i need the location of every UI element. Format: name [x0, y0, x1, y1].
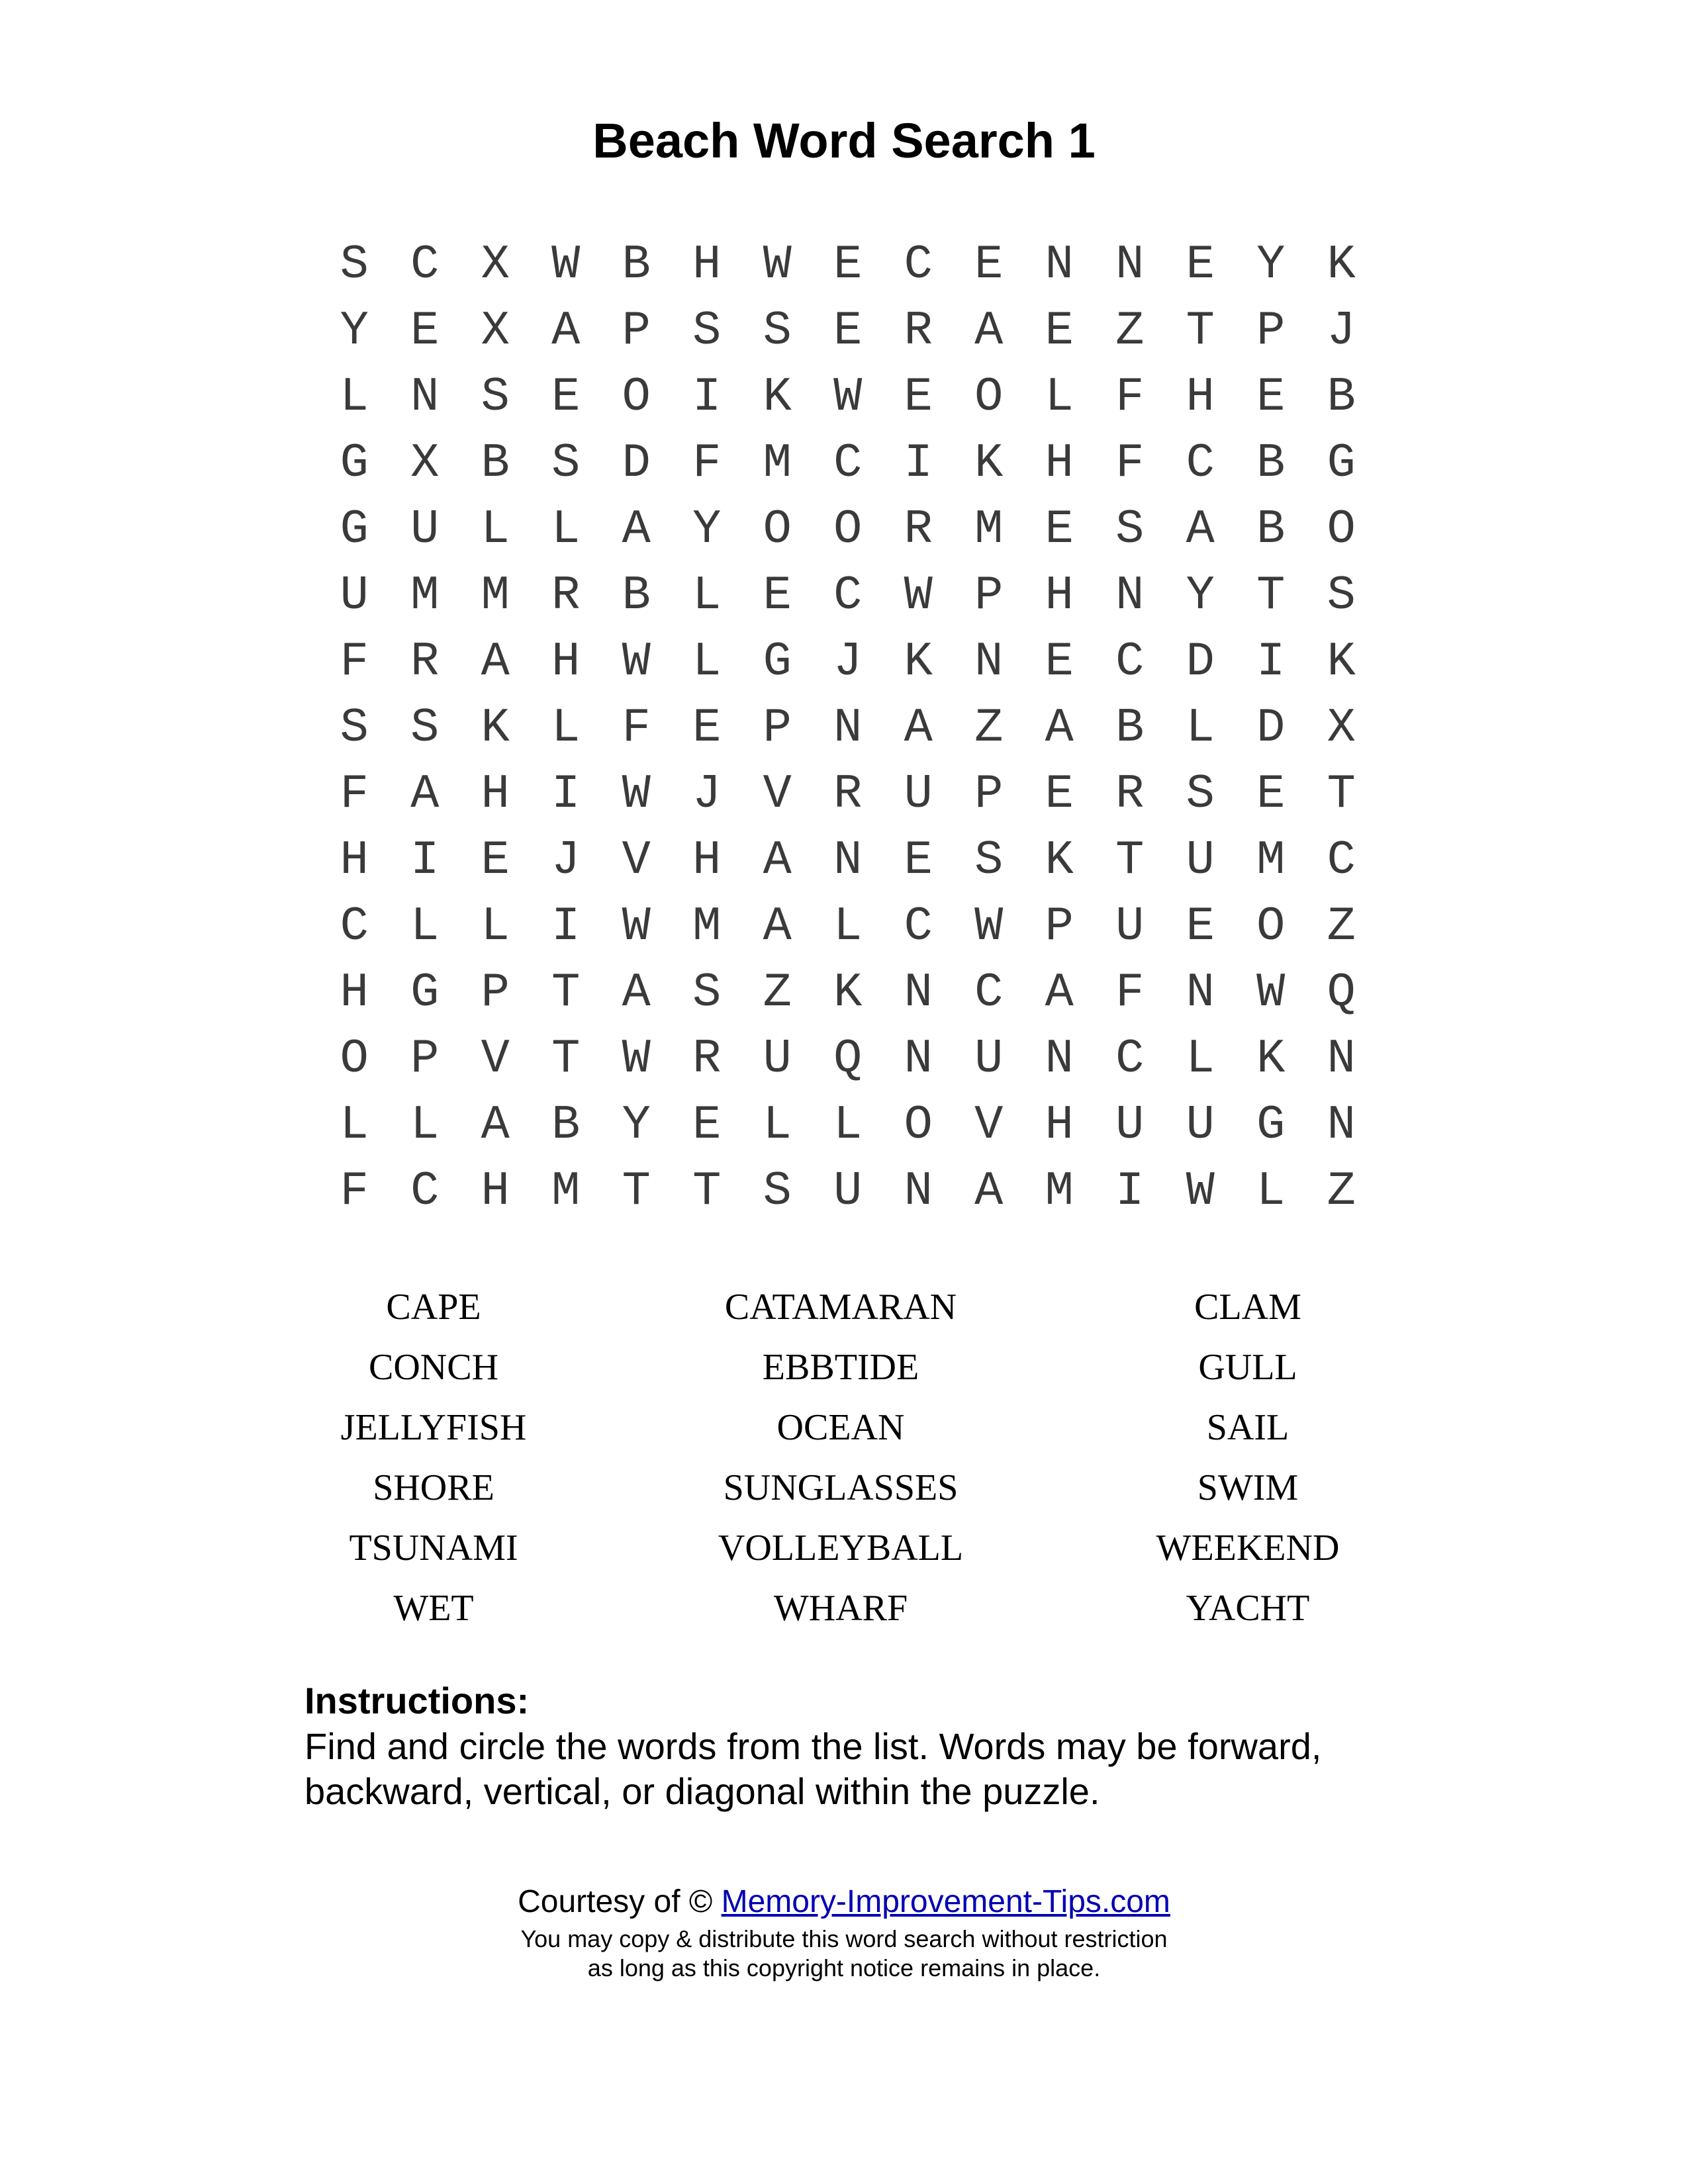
grid-letter: G [1327, 436, 1356, 490]
grid-letter: X [410, 436, 440, 490]
grid-letter: C [410, 1164, 440, 1218]
grid-letter: N [833, 833, 863, 887]
grid-letter: U [904, 767, 933, 821]
grid-letter: K [1327, 635, 1356, 689]
grid-letter: A [622, 502, 651, 557]
grid-letter: R [904, 502, 933, 557]
grid-letter: Q [833, 1032, 863, 1086]
word-list-item: WEEKEND [1156, 1527, 1340, 1569]
grid-letter: X [481, 304, 510, 358]
grid-letter: K [1256, 1032, 1286, 1086]
grid-letter: R [692, 1032, 722, 1086]
grid-letter: I [551, 899, 581, 954]
grid-letter: N [833, 701, 863, 755]
grid-letter: P [410, 1032, 440, 1086]
grid-letter: N [1327, 1032, 1356, 1086]
grid-letter: A [904, 701, 933, 755]
grid-letter: B [481, 436, 510, 490]
grid-letter: S [340, 701, 369, 755]
instructions-heading: Instructions: [305, 1680, 530, 1721]
grid-letter: C [833, 436, 863, 490]
word-list-item: TSUNAMI [349, 1527, 518, 1569]
letter-grid [319, 232, 1377, 1224]
grid-letter: Y [1256, 238, 1286, 292]
grid-letter: C [1327, 833, 1356, 887]
grid-letter: L [833, 1098, 863, 1152]
grid-letter: S [1115, 502, 1145, 557]
grid-letter: I [1256, 635, 1286, 689]
copyright-notice-line-2: as long as this copyright notice remains in place. [587, 1954, 1101, 1981]
grid-letter: X [1327, 701, 1356, 755]
grid-letter: H [1045, 1098, 1074, 1152]
grid-letter: K [1045, 833, 1074, 887]
grid-letter: B [1256, 436, 1286, 490]
grid-letter: K [763, 370, 792, 424]
grid-letter: S [1327, 569, 1356, 623]
grid-letter: O [974, 370, 1004, 424]
grid-letter: I [904, 436, 933, 490]
grid-letter: O [622, 370, 651, 424]
grid-letter: H [551, 635, 581, 689]
grid-letter: P [481, 966, 510, 1020]
word-list-item: JELLYFISH [340, 1407, 527, 1448]
grid-letter: M [1045, 1164, 1074, 1218]
grid-letter: R [833, 767, 863, 821]
grid-letter: H [1045, 436, 1074, 490]
grid-letter: V [763, 767, 792, 821]
word-list-item: VOLLEYBALL [718, 1527, 964, 1569]
grid-letter: S [410, 701, 440, 755]
grid-letter: H [1186, 370, 1215, 424]
word-list-item: CLAM [1194, 1287, 1301, 1328]
grid-letter: K [1327, 238, 1356, 292]
grid-letter: E [974, 238, 1004, 292]
grid-letter: L [1186, 701, 1215, 755]
grid-letter: R [551, 569, 581, 623]
grid-letter: Z [1327, 899, 1356, 954]
grid-letter: A [622, 966, 651, 1020]
word-list-item: CATAMARAN [724, 1287, 957, 1328]
grid-letter: N [1186, 966, 1215, 1020]
grid-letter: J [833, 635, 863, 689]
grid-letter: E [1045, 502, 1074, 557]
grid-letter: M [763, 436, 792, 490]
word-list-item: YACHT [1186, 1588, 1310, 1629]
instructions-line-1: Find and circle the words from the list. Words may be forward, [305, 1725, 1322, 1767]
grid-letter: P [622, 304, 651, 358]
grid-letter: S [692, 304, 722, 358]
grid-letter: L [481, 502, 510, 557]
grid-letter: G [340, 502, 369, 557]
grid-letter: I [692, 370, 722, 424]
grid-letter: L [763, 1098, 792, 1152]
grid-letter: F [340, 1164, 369, 1218]
grid-letter: I [551, 767, 581, 821]
grid-letter: E [1186, 238, 1215, 292]
word-list-item: OCEAN [776, 1407, 905, 1448]
grid-letter: M [551, 1164, 581, 1218]
grid-letter: A [1186, 502, 1215, 557]
grid-letter: E [551, 370, 581, 424]
grid-letter: E [763, 569, 792, 623]
grid-letter: N [904, 1032, 933, 1086]
grid-letter: B [1256, 502, 1286, 557]
grid-letter: S [763, 304, 792, 358]
grid-letter: O [833, 502, 863, 557]
grid-letter: L [340, 370, 369, 424]
grid-letter: G [1256, 1098, 1286, 1152]
grid-letter: V [622, 833, 651, 887]
page-title: Beach Word Search 1 [592, 113, 1096, 168]
grid-letter: L [551, 502, 581, 557]
grid-letter: E [1045, 635, 1074, 689]
grid-letter: N [974, 635, 1004, 689]
site-link[interactable]: Memory-Improvement-Tips.com [721, 1884, 1170, 1919]
grid-letter: L [1045, 370, 1074, 424]
grid-letter: W [622, 899, 651, 954]
grid-letter: M [974, 502, 1004, 557]
copyright-notice-line-1: You may copy & distribute this word search without restriction [520, 1925, 1168, 1952]
grid-letter: U [1186, 833, 1215, 887]
grid-letter: T [1186, 304, 1215, 358]
grid-letter: W [551, 238, 581, 292]
grid-letter: F [340, 767, 369, 821]
word-list-item: CONCH [368, 1347, 499, 1388]
grid-letter: P [763, 701, 792, 755]
grid-letter: N [1115, 569, 1145, 623]
grid-letter: K [904, 635, 933, 689]
grid-letter: J [1327, 304, 1356, 358]
grid-letter: V [481, 1032, 510, 1086]
grid-letter: F [1115, 370, 1145, 424]
grid-letter: U [974, 1032, 1004, 1086]
grid-letter: N [1045, 1032, 1074, 1086]
grid-letter: K [481, 701, 510, 755]
grid-letter: E [1045, 304, 1074, 358]
grid-letter: M [410, 569, 440, 623]
grid-letter: H [692, 238, 722, 292]
grid-letter: E [481, 833, 510, 887]
grid-letter: E [1256, 767, 1286, 821]
word-list-item: SHORE [373, 1467, 494, 1508]
grid-letter: H [340, 833, 369, 887]
grid-letter: A [481, 1098, 510, 1152]
grid-letter: T [1256, 569, 1286, 623]
grid-letter: L [692, 635, 722, 689]
grid-letter: S [340, 238, 369, 292]
grid-letter: L [481, 899, 510, 954]
grid-letter: U [1186, 1098, 1215, 1152]
grid-letter: Y [340, 304, 369, 358]
grid-letter: B [1115, 701, 1145, 755]
grid-letter: E [692, 1098, 722, 1152]
grid-letter: F [1115, 436, 1145, 490]
grid-letter: U [410, 502, 440, 557]
grid-letter: C [410, 238, 440, 292]
grid-letter: G [763, 635, 792, 689]
grid-letter: N [410, 370, 440, 424]
grid-letter: Z [1115, 304, 1145, 358]
grid-letter: T [551, 966, 581, 1020]
grid-letter: U [763, 1032, 792, 1086]
grid-letter: O [1327, 502, 1356, 557]
grid-letter: G [340, 436, 369, 490]
grid-letter: C [904, 238, 933, 292]
grid-letter: C [1115, 635, 1145, 689]
grid-letter: D [622, 436, 651, 490]
grid-letter: U [340, 569, 369, 623]
grid-letter: L [551, 701, 581, 755]
grid-letter: A [1045, 966, 1074, 1020]
grid-letter: J [692, 767, 722, 821]
grid-letter: O [763, 502, 792, 557]
grid-letter: O [340, 1032, 369, 1086]
grid-letter: E [1045, 767, 1074, 821]
grid-letter: U [1115, 899, 1145, 954]
grid-letter: L [340, 1098, 369, 1152]
grid-letter: E [833, 238, 863, 292]
grid-letter: L [1186, 1032, 1215, 1086]
grid-letter: B [622, 569, 651, 623]
grid-letter: H [692, 833, 722, 887]
grid-letter: F [340, 635, 369, 689]
grid-letter: Z [763, 966, 792, 1020]
grid-letter: M [481, 569, 510, 623]
grid-letter: B [551, 1098, 581, 1152]
grid-letter: W [833, 370, 863, 424]
grid-letter: B [1327, 370, 1356, 424]
grid-letter: E [410, 304, 440, 358]
grid-letter: A [551, 304, 581, 358]
grid-letter: S [551, 436, 581, 490]
grid-letter: T [692, 1164, 722, 1218]
grid-letter: L [410, 1098, 440, 1152]
grid-letter: A [974, 304, 1004, 358]
grid-letter: D [1186, 635, 1215, 689]
word-list-item: EBBTIDE [762, 1347, 919, 1388]
grid-letter: A [410, 767, 440, 821]
grid-letter: A [763, 899, 792, 954]
word-list-item: WHARF [773, 1588, 908, 1629]
grid-letter: Z [1327, 1164, 1356, 1218]
instructions-text [305, 1724, 1430, 1814]
grid-letter: D [1256, 701, 1286, 755]
courtesy-line [0, 1881, 1688, 1923]
grid-letter: E [904, 370, 933, 424]
grid-letter: M [1256, 833, 1286, 887]
grid-letter: P [974, 767, 1004, 821]
grid-letter: E [904, 833, 933, 887]
grid-letter: W [1186, 1164, 1215, 1218]
word-list-item: SAIL [1206, 1407, 1289, 1448]
grid-letter: N [1327, 1098, 1356, 1152]
grid-letter: X [481, 238, 510, 292]
grid-letter: E [833, 304, 863, 358]
grid-letter: W [974, 899, 1004, 954]
grid-letter: S [974, 833, 1004, 887]
grid-letter: H [1045, 569, 1074, 623]
word-list [291, 1277, 1483, 1639]
grid-letter: A [481, 635, 510, 689]
word-list-item: GULL [1198, 1347, 1297, 1388]
grid-letter: C [974, 966, 1004, 1020]
grid-letter: Q [1327, 966, 1356, 1020]
grid-letter: T [622, 1164, 651, 1218]
grid-letter: H [481, 767, 510, 821]
grid-letter: E [692, 701, 722, 755]
grid-letter: N [904, 966, 933, 1020]
grid-letter: F [1115, 966, 1145, 1020]
grid-letter: S [1186, 767, 1215, 821]
grid-letter: T [551, 1032, 581, 1086]
grid-letter: H [481, 1164, 510, 1218]
grid-letter: E [1186, 899, 1215, 954]
grid-letter: Y [622, 1098, 651, 1152]
grid-letter: S [481, 370, 510, 424]
grid-letter: P [1045, 899, 1074, 954]
grid-letter: O [904, 1098, 933, 1152]
grid-letter: S [692, 966, 722, 1020]
grid-letter: L [1256, 1164, 1286, 1218]
grid-letter: R [410, 635, 440, 689]
grid-letter: T [1115, 833, 1145, 887]
grid-letter: W [763, 238, 792, 292]
grid-letter: P [974, 569, 1004, 623]
grid-letter: E [1256, 370, 1286, 424]
grid-letter: Y [1186, 569, 1215, 623]
grid-letter: C [904, 899, 933, 954]
grid-letter: C [1115, 1032, 1145, 1086]
grid-letter: V [974, 1098, 1004, 1152]
courtesy-prefix: Courtesy of © [518, 1884, 713, 1919]
grid-letter: L [833, 899, 863, 954]
grid-letter: R [904, 304, 933, 358]
grid-letter: C [340, 899, 369, 954]
grid-letter: C [1186, 436, 1215, 490]
word-list-item: SWIM [1197, 1467, 1299, 1508]
grid-letter: G [410, 966, 440, 1020]
grid-letter: B [622, 238, 651, 292]
grid-letter: A [1045, 701, 1074, 755]
grid-letter: N [1045, 238, 1074, 292]
grid-letter: H [340, 966, 369, 1020]
grid-letter: I [410, 833, 440, 887]
grid-letter: K [974, 436, 1004, 490]
grid-letter: Z [974, 701, 1004, 755]
grid-letter: K [833, 966, 863, 1020]
grid-letter: S [763, 1164, 792, 1218]
grid-letter: W [904, 569, 933, 623]
grid-letter: C [833, 569, 863, 623]
grid-letter: T [1327, 767, 1356, 821]
grid-letter: L [410, 899, 440, 954]
grid-letter: U [1115, 1098, 1145, 1152]
grid-letter: W [1256, 966, 1286, 1020]
grid-letter: A [974, 1164, 1004, 1218]
grid-letter: W [622, 1032, 651, 1086]
grid-letter: W [622, 767, 651, 821]
grid-letter: I [1115, 1164, 1145, 1218]
grid-letter: F [622, 701, 651, 755]
grid-letter: O [1256, 899, 1286, 954]
grid-letter: M [692, 899, 722, 954]
grid-letter: R [1115, 767, 1145, 821]
grid-letter: A [763, 833, 792, 887]
word-list-item: CAPE [386, 1287, 481, 1328]
grid-letter: N [904, 1164, 933, 1218]
grid-letter: P [1256, 304, 1286, 358]
word-list-item: SUNGLASSES [723, 1467, 959, 1508]
word-list-item: WET [393, 1588, 474, 1629]
grid-letter: W [622, 635, 651, 689]
grid-letter: J [551, 833, 581, 887]
instructions-line-2: backward, vertical, or diagonal within the puzzle. [305, 1770, 1100, 1812]
grid-letter: N [1115, 238, 1145, 292]
grid-letter: U [833, 1164, 863, 1218]
grid-letter: F [692, 436, 722, 490]
grid-letter: Y [692, 502, 722, 557]
grid-letter: L [692, 569, 722, 623]
